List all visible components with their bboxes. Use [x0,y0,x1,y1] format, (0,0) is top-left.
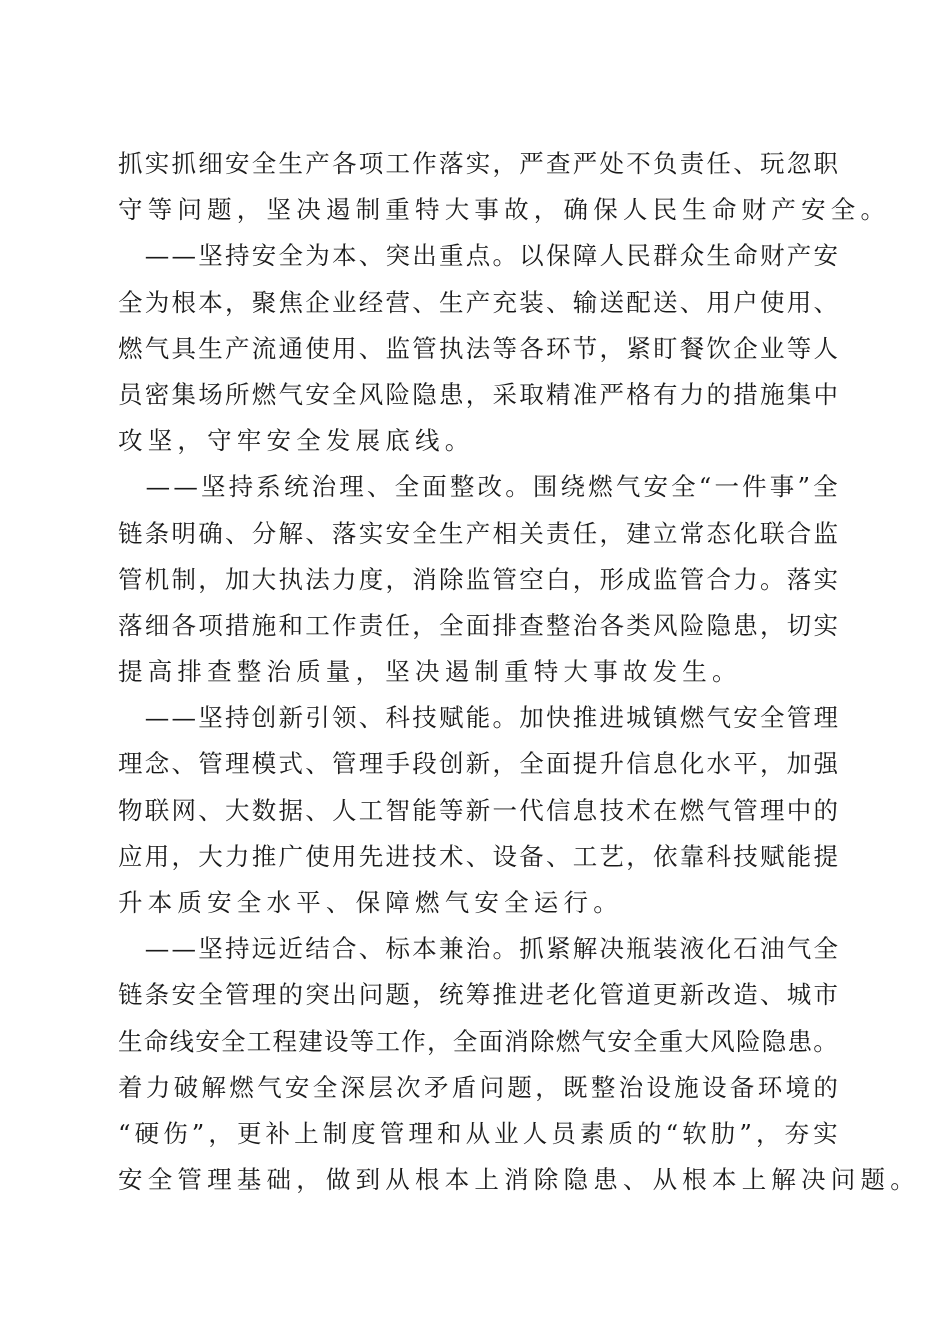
text-line: 员 密 集 场 所 燃 气 安 全 风 险 隐 患 ， 采 取 精 准 严 格 有 力 的 措 施 集 中 [118,379,838,409]
text-line: 物 联 网 、 大 数 据 、 人 工 智 能 等 新 一 代 信 息 技 术 在 燃 气 管 理 中 的 [118,795,838,825]
text-line: 理 念 、 管 理 模 式 、 管 理 手 段 创 新 ， 全 面 提 升 信 息 化 水 平 ， 加 强 [118,749,838,779]
text-line: “ 硬 伤 ” ， 更 补 上 制 度 管 理 和 从 业 人 员 素 质 的 “ 软 肋 ” ， 夯 实 [118,1118,838,1148]
text-line: 守等问题，坚决遏制重特大事故，确保人民生命财产安全。 [118,195,891,225]
text-line: 燃 气 具 生 产 流 通 使 用 、 监 管 执 法 等 各 环 节 ， 紧 盯 餐 饮 企 业 等 人 [118,333,838,363]
text-line: 安全管理基础，做到从根本上消除隐患、从根本上解决问题。 [118,1165,920,1195]
text-line: 生 命 线 安 全 工 程 建 设 等 工 作 ， 全 面 消 除 燃 气 安 全 重 大 风 险 隐 患 。 [118,1026,838,1056]
text-line: — — 坚 持 远 近 结 合 、 标 本 兼 治 。 抓 紧 解 决 瓶 装 液 化 石 油 气 全 [144,934,838,964]
body-text [118,141,920,1203]
text-line: 升本质安全水平、保障燃气安全运行。 [118,888,623,917]
text-line: 链 条 明 确 、 分 解 、 落 实 安 全 生 产 相 关 责 任 ， 建 立 常 态 化 联 合 监 [118,518,838,548]
text-line: — — 坚 持 系 统 治 理 、 全 面 整 改 。 围 绕 燃 气 安 全 “ 一 件 事 ” 全 [145,472,838,502]
text-line: 提高排查整治质量，坚决遏制重特大事故发生。 [118,657,742,687]
text-line: 着 力 破 解 燃 气 安 全 深 层 次 矛 盾 问 题 ， 既 整 治 设 施 设 备 环 境 的 [118,1072,838,1102]
text-line: 抓 实 抓 细 安 全 生 产 各 项 工 作 落 实 ， 严 查 严 处 不 负 责 任 、 玩 忽 职 [118,149,838,178]
text-line: 应 用 ， 大 力 推 广 使 用 先 进 技 术 、 设 备 、 工 艺 ， 依 靠 科 技 赋 能 提 [118,841,838,871]
text-line: 攻坚，守牢安全发展底线。 [118,426,475,456]
text-line: — — 坚 持 安 全 为 本 、 突 出 重 点 。 以 保 障 人 民 群 众 生 命 财 产 安 [144,241,838,271]
text-line: 全 为 根 本 ， 聚 焦 企 业 经 营 、 生 产 充 装 、 输 送 配 送 、 用 户 使 用 、 [118,287,838,317]
text-line: 管 机 制 ， 加 大 执 法 力 度 ， 消 除 监 管 空 白 ， 形 成 监 管 合 力 。 落 实 [118,564,838,594]
text-line: 落 细 各 项 措 施 和 工 作 责 任 ， 全 面 排 查 整 治 各 类 风 险 隐 患 ， 切 实 [118,610,838,640]
text-line: — — 坚 持 创 新 引 领 、 科 技 赋 能 。 加 快 推 进 城 镇 燃 气 安 全 管 理 [144,703,838,733]
text-line: 链 条 安 全 管 理 的 突 出 问 题 ， 统 筹 推 进 老 化 管 道 更 新 改 造 、 城 市 [118,980,838,1010]
